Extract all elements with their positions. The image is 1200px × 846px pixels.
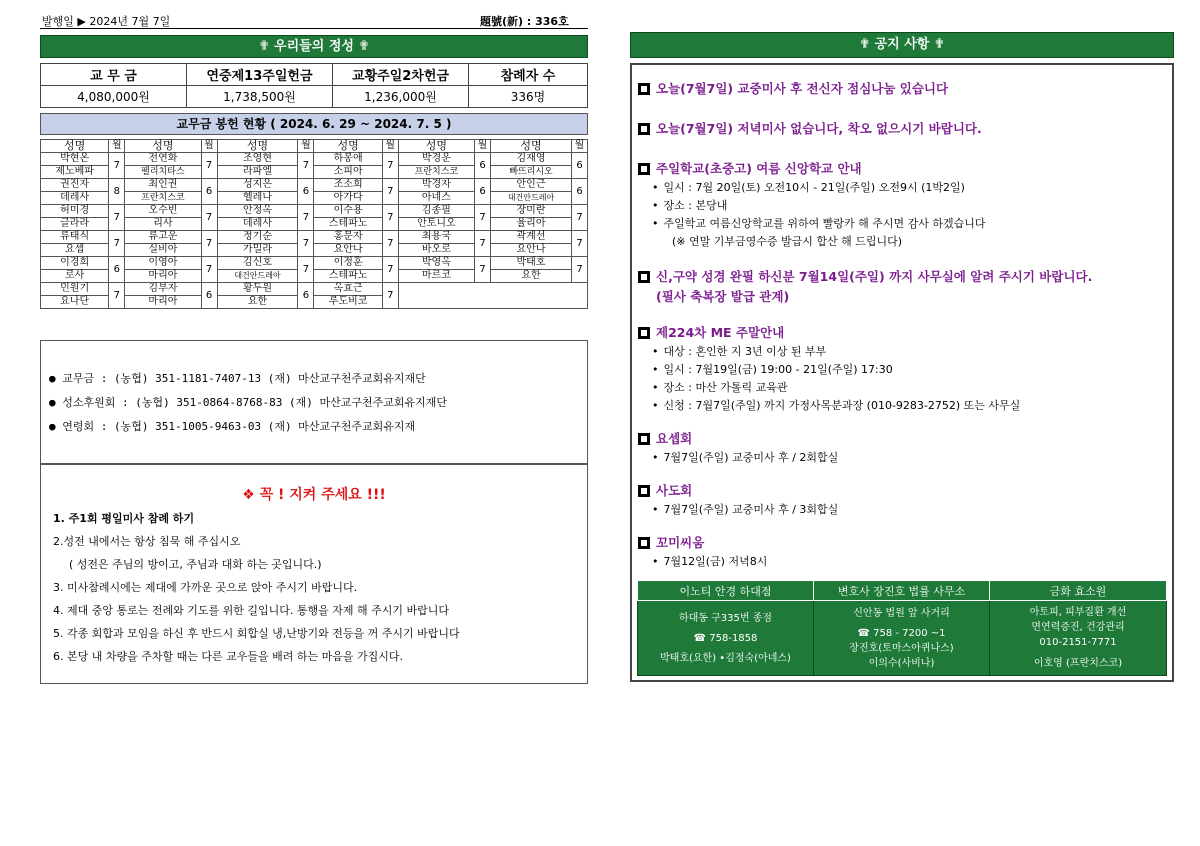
- donor-baptismal-name: 율리아: [491, 218, 572, 231]
- donor-months: 6: [475, 179, 491, 205]
- notice-7: [638, 481, 1172, 519]
- notice-3: [638, 159, 1172, 251]
- donor-months: 6: [572, 153, 588, 179]
- donor-months: 8: [109, 179, 125, 205]
- donor-months: 7: [382, 205, 398, 231]
- donor-baptismal-name: 대건안드레아: [491, 192, 572, 205]
- donation-status-title: 교무금 봉헌 현황 ( 2024. 6. 29 ~ 2024. 7. 5 ): [40, 113, 588, 135]
- col-header-month: 월: [572, 140, 588, 153]
- notice-title: 사도회: [656, 483, 693, 498]
- donor-baptismal-name: 대건안드레아: [217, 270, 298, 283]
- donor-baptismal-name: 루도비코: [314, 296, 382, 309]
- notice-item: • 장소 : 마산 가톨릭 교육관: [652, 379, 1172, 397]
- donor-name: 홍문자: [314, 231, 382, 244]
- rules-box: [40, 464, 588, 684]
- offering-header: 참례자 수: [469, 64, 588, 86]
- issue-date: 발행일 ▶ 2024년 7월 7일: [42, 15, 171, 28]
- donor-months: 7: [382, 257, 398, 283]
- donor-name: 박영옥: [398, 257, 474, 270]
- col-header-month: 월: [475, 140, 491, 153]
- donor-name: 하봉애: [314, 153, 382, 166]
- donor-months: 7: [475, 205, 491, 231]
- donor-name: 박경자: [398, 179, 474, 192]
- notice-2: [638, 119, 1172, 139]
- donor-baptismal-name: 요셉: [41, 244, 109, 257]
- donation-table: [40, 139, 588, 309]
- ad-name: 변호사 장진호 법률 사무소: [814, 581, 990, 601]
- donor-name: 이경희: [41, 257, 109, 270]
- rule-item: 3. 미사참례시에는 제대에 가까운 곳으로 앉아 주시기 바랍니다.: [53, 581, 358, 594]
- rules-title: ❖ 꼭 ! 지켜 주세요 !!!: [242, 487, 386, 503]
- notice-subtitle: (필사 축복장 발급 관계): [656, 289, 790, 304]
- donor-months: 6: [201, 283, 217, 309]
- notice-6: [638, 429, 1172, 467]
- bullet-square-icon: [638, 83, 650, 95]
- donor-baptismal-name: 빠뜨리시오: [491, 166, 572, 179]
- donor-months: 6: [298, 179, 314, 205]
- notices-title: ✟ 공지 사항 ✟: [630, 32, 1174, 58]
- ad-name: 이노티 안경 하대점: [638, 581, 814, 601]
- notice-item: • 7월12일(금) 저녁8시: [652, 553, 1172, 571]
- donor-name: 박현온: [41, 153, 109, 166]
- donor-name: 박경운: [398, 153, 474, 166]
- notice-title: 오늘(7월7일) 교중미사 후 전신자 점심나눔 있습니다: [656, 81, 949, 96]
- col-header-name: 성명: [125, 140, 201, 153]
- offering-header: 교황주일2차헌금: [333, 64, 469, 86]
- donor-months: 6: [201, 179, 217, 205]
- donor-baptismal-name: 요안나: [491, 244, 572, 257]
- notice-1: [638, 79, 1172, 99]
- donor-baptismal-name: 데레사: [41, 192, 109, 205]
- col-header-name: 성명: [314, 140, 382, 153]
- ad-body: [638, 601, 814, 676]
- col-header-name: 성명: [41, 140, 109, 153]
- notice-title: 요셉회: [656, 431, 693, 446]
- donor-months: 7: [201, 257, 217, 283]
- donor-months: 6: [475, 153, 491, 179]
- rule-item: ( 성전은 주님의 방이고, 주님과 대화 하는 곳입니다.): [69, 558, 322, 571]
- donor-name: 이수용: [314, 205, 382, 218]
- donor-name: 김재영: [491, 153, 572, 166]
- donor-months: 7: [201, 205, 217, 231]
- ad-line: 아토피, 피부질환 개선: [1029, 607, 1127, 618]
- donor-months: 6: [109, 257, 125, 283]
- notice-title: 신,구약 성경 완필 하신분 7월14일(주일) 까지 사무실에 알려 주시기 바랍니다.: [656, 269, 1093, 284]
- donor-months: 6: [298, 283, 314, 309]
- ad-line: 면연력증진, 건강관리: [1031, 622, 1125, 633]
- bullet-square-icon: [638, 123, 650, 135]
- donor-name: 안정옥: [217, 205, 298, 218]
- ad-line: 이호영 (프란치스코): [1033, 658, 1123, 669]
- donor-name: 이정훈: [314, 257, 382, 270]
- donor-months: 7: [475, 231, 491, 257]
- donor-name: 류태식: [41, 231, 109, 244]
- donor-name: 허미경: [41, 205, 109, 218]
- ad-line: 이의수(사비나): [868, 657, 935, 669]
- ad-line: ☎ 758 - 7200 ~1: [857, 627, 946, 639]
- rule-item: 2.성전 내에서는 항상 침묵 해 주십시오: [53, 535, 241, 548]
- donor-name: 김종필: [398, 205, 474, 218]
- ad-line: ☎ 758-1858: [693, 632, 758, 644]
- offering-value: 1,236,000원: [333, 86, 469, 108]
- donor-baptismal-name: 펠리치타스: [125, 166, 201, 179]
- donor-name: 옥효근: [314, 283, 382, 296]
- donor-baptismal-name: 요한: [217, 296, 298, 309]
- notice-note: (※ 연말 기부금영수증 발급시 합산 해 드립니다): [672, 235, 903, 248]
- donor-name: 이영아: [125, 257, 201, 270]
- donor-months: 7: [382, 283, 398, 309]
- notice-8: [638, 533, 1172, 571]
- donor-months: 7: [298, 257, 314, 283]
- account-line: ● 연령회 : (농협) 351-1005-9463-03 (재) 마산교구천주교회유지재: [49, 420, 416, 433]
- donor-months: 7: [109, 231, 125, 257]
- donor-months: 7: [298, 205, 314, 231]
- notice-title: 꼬미씨움: [656, 535, 705, 550]
- notice-item: • 7월7일(주일) 교중미사 후 / 3회합실: [652, 501, 1172, 519]
- donor-months: 7: [201, 231, 217, 257]
- notice-title: 제224차 ME 주말안내: [656, 325, 785, 340]
- donor-name: 오수빈: [125, 205, 201, 218]
- notice-item: • 일시 : 7월 20일(토) 오전10시 - 21일(주일) 오전9시 (1박2일): [652, 179, 1172, 197]
- donor-name: 정기순: [217, 231, 298, 244]
- ad-body: [814, 601, 990, 676]
- donor-baptismal-name: 마리아: [125, 296, 201, 309]
- donor-baptismal-name: 바오로: [398, 244, 474, 257]
- notice-item: • 신청 : 7월7일(주일) 까지 가정사목분과장 (010-9283-2752) 또는 사무실: [652, 397, 1172, 415]
- donor-name: 박태호: [491, 257, 572, 270]
- donor-baptismal-name: 실비아: [125, 244, 201, 257]
- donor-baptismal-name: 라파엘: [217, 166, 298, 179]
- donor-name: 김신호: [217, 257, 298, 270]
- bullet-square-icon: [638, 537, 650, 549]
- donor-name: 권진자: [41, 179, 109, 192]
- bullet-square-icon: [638, 485, 650, 497]
- donor-name: 곽계선: [491, 231, 572, 244]
- donor-baptismal-name: 스테파노: [314, 270, 382, 283]
- notice-item: • 일시 : 7월19일(금) 19:00 - 21일(주일) 17:30: [652, 361, 1172, 379]
- donor-months: 7: [572, 205, 588, 231]
- rule-item: 5. 각종 회합과 모임을 하신 후 반드시 회합실 냉,난방기와 전등을 꺼 주시기 바랍니다: [53, 627, 460, 640]
- donor-baptismal-name: 프란치스코: [398, 166, 474, 179]
- offering-header: 연중제13주일헌금: [187, 64, 333, 86]
- ad-line: 신안동 법원 앞 사거리: [853, 607, 950, 619]
- header-rule: [40, 28, 588, 29]
- donor-baptismal-name: 글라라: [41, 218, 109, 231]
- bullet-square-icon: [638, 163, 650, 175]
- bullet-square-icon: [638, 271, 650, 283]
- account-line: ● 성소후원회 : (농협) 351-0864-8768-83 (재) 마산교구천주교회유지재단: [49, 396, 447, 409]
- donor-months: 7: [298, 153, 314, 179]
- col-header-month: 월: [382, 140, 398, 153]
- donor-baptismal-name: 요안나: [314, 244, 382, 257]
- donor-months: 7: [572, 257, 588, 283]
- donor-baptismal-name: 데레사: [217, 218, 298, 231]
- donor-baptismal-name: 제노베파: [41, 166, 109, 179]
- donor-name: 최인권: [125, 179, 201, 192]
- donor-name: 김부자: [125, 283, 201, 296]
- donor-baptismal-name: 가밀라: [217, 244, 298, 257]
- donor-name: 최용국: [398, 231, 474, 244]
- accounts-box: [40, 340, 588, 464]
- donor-months: 7: [109, 153, 125, 179]
- account-line: ● 교무금 : (농협) 351-1181-7407-13 (재) 마산교구천주교회유지재단: [49, 372, 426, 385]
- donor-baptismal-name: 프란치스코: [125, 192, 201, 205]
- donor-baptismal-name: 스테파노: [314, 218, 382, 231]
- donor-months: 7: [382, 179, 398, 205]
- ad-line: 박태호(요한) •김정숙(아네스): [660, 652, 791, 664]
- donor-months: 7: [475, 257, 491, 283]
- donor-baptismal-name: 아가다: [314, 192, 382, 205]
- donor-baptismal-name: 안토니오: [398, 218, 474, 231]
- bullet-square-icon: [638, 433, 650, 445]
- rule-item: 6. 본당 내 차량을 주차할 때는 다른 교우들을 배려 하는 마음을 가집시다.: [53, 650, 403, 663]
- donor-name: 조영현: [217, 153, 298, 166]
- notice-5: [638, 323, 1172, 415]
- donor-baptismal-name: 리사: [125, 218, 201, 231]
- notice-4: [638, 267, 1172, 307]
- donor-months: 7: [572, 231, 588, 257]
- notice-title: 오늘(7월7일) 저녁미사 없습니다, 착오 없으시기 바랍니다.: [656, 121, 982, 136]
- offering-value: 1,738,500원: [187, 86, 333, 108]
- ad-line: 장진호(토마스아퀴나스): [849, 642, 954, 654]
- col-header-name: 성명: [491, 140, 572, 153]
- notice-item: • 장소 : 본당내: [652, 197, 1172, 215]
- col-header-month: 월: [109, 140, 125, 153]
- rule-item: 4. 제대 중앙 통로는 전례와 기도를 위한 길입니다. 통행을 자제 해 주시기 바랍니다: [53, 604, 449, 617]
- col-header-name: 성명: [398, 140, 474, 153]
- rule-item: 1. 주1회 평일미사 참례 하기: [53, 512, 195, 525]
- donor-name: 류고운: [125, 231, 201, 244]
- donor-months: 6: [572, 179, 588, 205]
- ad-line: 010-2151-7771: [1039, 637, 1117, 648]
- donor-name: 황두원: [217, 283, 298, 296]
- donor-baptismal-name: 소피아: [314, 166, 382, 179]
- offerings-table: [40, 63, 588, 108]
- donor-name: 민원기: [41, 283, 109, 296]
- donor-months: 7: [201, 153, 217, 179]
- donor-baptismal-name: 요나단: [41, 296, 109, 309]
- offering-value: 4,080,000원: [41, 86, 187, 108]
- offerings-title: ✟ 우리들의 정성 ✟: [40, 35, 588, 58]
- col-header-month: 월: [298, 140, 314, 153]
- donor-months: 7: [382, 153, 398, 179]
- donor-baptismal-name: 마르코: [398, 270, 474, 283]
- offering-header: 교 무 금: [41, 64, 187, 86]
- notice-item: • 대상 : 혼인한 지 3년 이상 된 부부: [652, 343, 1172, 361]
- donor-baptismal-name: 요한: [491, 270, 572, 283]
- notice-item: • 7월7일(주일) 교중미사 후 / 2회합실: [652, 449, 1172, 467]
- donor-baptismal-name: 아네스: [398, 192, 474, 205]
- ad-line: 하대동 구335번 종점: [678, 612, 773, 624]
- donor-name: 조소희: [314, 179, 382, 192]
- donor-months: 7: [298, 231, 314, 257]
- bullet-square-icon: [638, 327, 650, 339]
- donor-baptismal-name: 로사: [41, 270, 109, 283]
- donor-months: 7: [109, 205, 125, 231]
- donor-name: 성지은: [217, 179, 298, 192]
- donor-months: 7: [109, 283, 125, 309]
- empty-cell: [398, 283, 587, 309]
- issue-number: 題號(新) : 336호: [480, 15, 569, 28]
- donor-name: 전연화: [125, 153, 201, 166]
- donor-baptismal-name: 헬레나: [217, 192, 298, 205]
- donor-months: 7: [382, 231, 398, 257]
- donor-name: 안인근: [491, 179, 572, 192]
- donor-baptismal-name: 마리아: [125, 270, 201, 283]
- col-header-name: 성명: [217, 140, 298, 153]
- donor-name: 장미란: [491, 205, 572, 218]
- col-header-month: 월: [201, 140, 217, 153]
- notice-item: • 주일학교 여름신앙학교를 위하여 빨랑카 해 주시면 감사 하겠습니다: [652, 215, 1172, 233]
- notice-title: 주일학교(초중고) 여름 신앙학교 안내: [656, 161, 862, 176]
- ads-table: [637, 580, 1167, 676]
- offering-value: 336명: [469, 86, 588, 108]
- ad-name: 금화 효소원: [990, 581, 1167, 601]
- ad-body: [990, 601, 1167, 676]
